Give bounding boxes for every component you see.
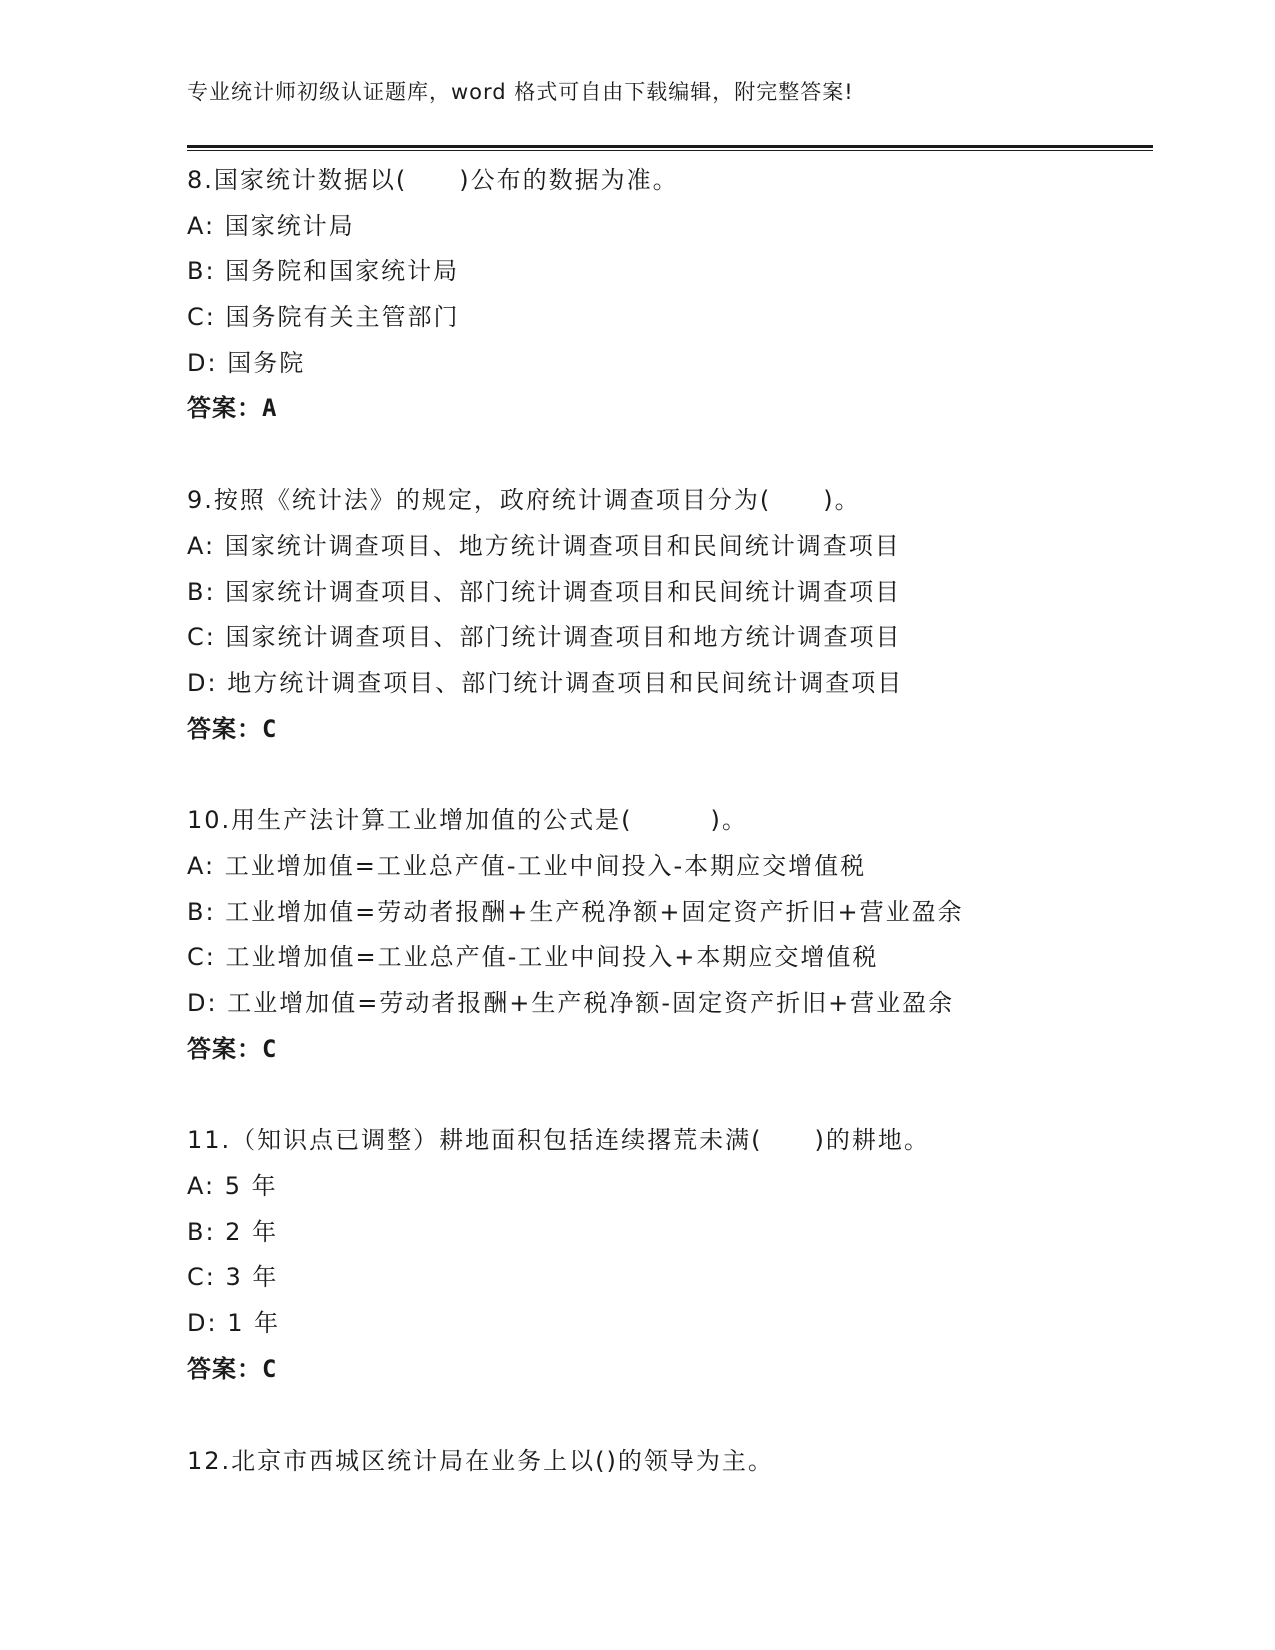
header-rule-thin [187,150,1153,151]
answer-label: 答案： [187,1354,262,1383]
answer-value: C [262,1034,277,1063]
question-9 [187,478,1153,752]
question-stem: 9.按照《统计法》的规定，政府统计调查项目分为( )。 [187,486,861,515]
answer-label: 答案： [187,394,262,423]
question-stem: 10.用生产法计算工业增加值的公式是( )。 [187,806,748,835]
header-rule-thick [187,145,1153,148]
option-d: D: 地方统计调查项目、部门统计调查项目和民间统计调查项目 [187,668,904,697]
option-d: D: 工业增加值=劳动者报酬+生产税净额-固定资产折旧+营业盈余 [187,989,955,1017]
option-c: C: 国务院有关主管部门 [187,303,460,332]
option-b: B: 2 年 [187,1217,279,1246]
answer-line [187,386,1153,432]
question-8 [187,158,1153,432]
option-b: B: 国家统计调查项目、部门统计调查项目和民间统计调查项目 [187,577,902,606]
answer-value: A [262,394,277,423]
answer-line [187,1347,1153,1393]
option-b: B: 国务院和国家统计局 [187,257,460,286]
option-a: A: 国家统计局 [187,211,355,240]
option-c: C: 工业增加值=工业总产值-工业中间投入+本期应交增值税 [187,943,879,972]
option-a: A: 工业增加值=工业总产值-工业中间投入-本期应交增值税 [187,851,867,880]
option-a: A: 国家统计调查项目、地方统计调查项目和民间统计调查项目 [187,531,901,560]
option-a: A: 5 年 [187,1172,278,1201]
question-list [187,158,1153,1484]
question-11 [187,1118,1153,1392]
answer-line [187,707,1153,753]
option-b: B: 工业增加值=劳动者报酬+生产税净额+固定资产折旧+营业盈余 [187,897,964,926]
answer-value: C [262,1354,277,1383]
answer-line [187,1027,1153,1073]
option-c: C: 3 年 [187,1263,279,1292]
question-stem: 11.（知识点已调整）耕地面积包括连续撂荒未满( )的耕地。 [187,1126,930,1155]
page-header: 专业统计师初级认证题库，word 格式可自由下载编辑，附完整答案! [187,80,854,104]
question-12 [187,1439,1153,1485]
option-d: D: 1 年 [187,1309,281,1338]
answer-label: 答案： [187,714,262,743]
question-10 [187,798,1153,1072]
question-stem: 12.北京市西城区统计局在业务上以()的领导为主。 [187,1446,774,1475]
answer-label: 答案： [187,1034,262,1063]
option-c: C: 国家统计调查项目、部门统计调查项目和地方统计调查项目 [187,623,902,652]
answer-value: C [262,714,277,743]
question-stem: 8.国家统计数据以( )公布的数据为准。 [187,166,679,194]
option-d: D: 国务院 [187,348,306,377]
